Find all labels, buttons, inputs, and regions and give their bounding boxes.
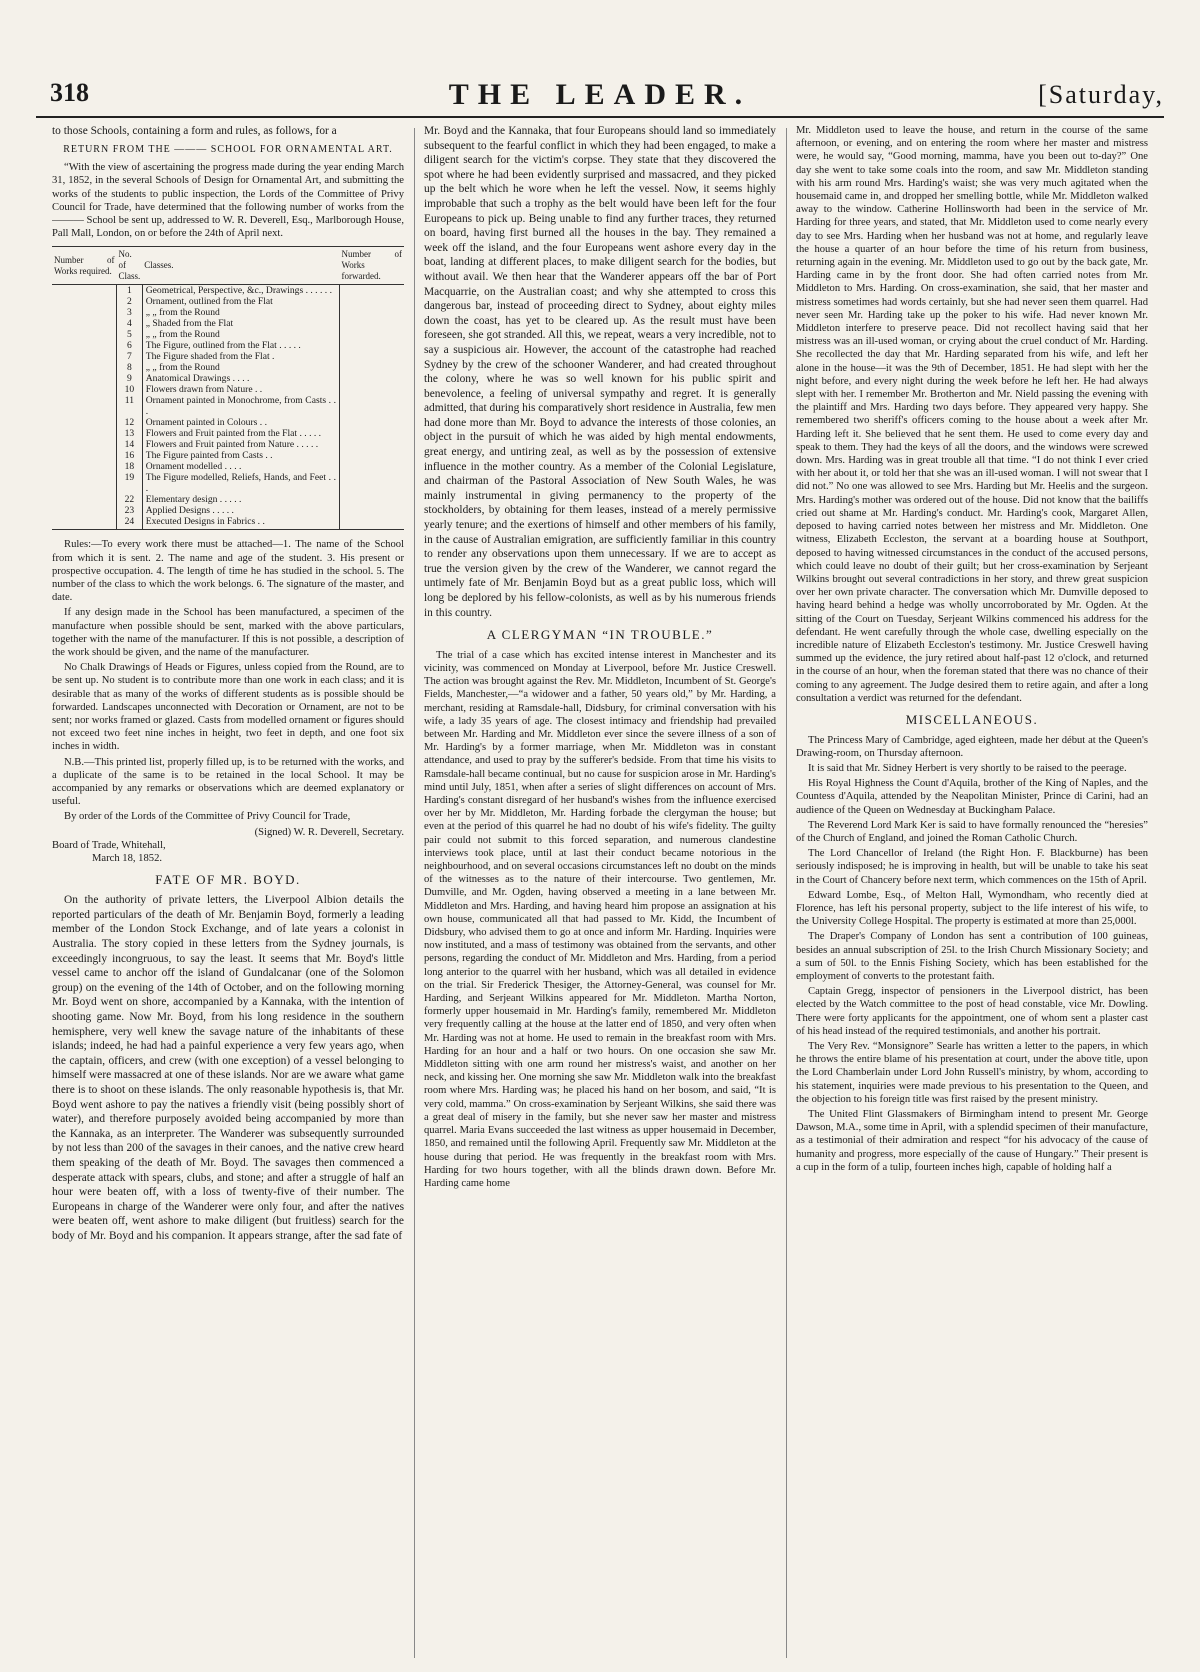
- class-name-cell: Ornament painted in Monochrome, from Casts . . .: [142, 395, 339, 417]
- works-forwarded-cell: [340, 351, 405, 362]
- class-number-cell: 8: [117, 362, 143, 373]
- table-row: [52, 505, 404, 516]
- works-forwarded-cell: [340, 285, 405, 297]
- class-number-cell: 2: [117, 296, 143, 307]
- class-number-cell: 9: [117, 373, 143, 384]
- works-forwarded-cell: [340, 384, 405, 395]
- works-required-cell: [52, 318, 117, 329]
- class-name-cell: The Figure, outlined from the Flat . . . . .: [142, 340, 339, 351]
- rules-paragraph: N.B.—This printed list, properly filled up, is to be returned with the works, and a duplicate of the same is to be retained in the local School. It may be accompanied by any remarks or observations which are deemed explanatory or useful.: [52, 756, 404, 808]
- class-number-cell: 11: [117, 395, 143, 417]
- class-number-cell: 23: [117, 505, 143, 516]
- works-required-cell: [52, 296, 117, 307]
- class-number-cell: 13: [117, 428, 143, 439]
- works-forwarded-cell: [340, 450, 405, 461]
- works-forwarded-cell: [340, 439, 405, 450]
- clergyman-text: The trial of a case which has excited intense interest in Manchester and its vicinity, was commenced on Monday at Liverpool, before Mr. Justice Creswell. The action was brought against the Rev. Mr. Middleton, Incumbent of St. George's Fields, Manchester,—“a widower and a father, 50 years old,” by Mr. Harding, a merchant, residing at Ramsdale-hall, Didsbury, for criminal conversation with his wife, a lady 35 years of age. The closest intimacy and friendship had prevailed between Mr. Harding and Mr. Middleton ever since the severe illness of a son of Mr. Harding's by a former marriage, when Mr. Middleton was in constant attendance, and used to pray by the sufferer's bedside. From that time his visits to Ramsdale-hall became continual, but no cause for suspicion arose in Mr. Harding's mind until July, 1851, when after a series of slight differences on account of Mrs. Harding's constant disregard of her husband's wishes from the influence exercised over her by Mr. Middleton, Mr. Harding forbade the clergyman the house; but even at the period of this quarrel he had no doubt of his wife's fidelity. The guilty pair could not submit to this forced separation, and numerous clandestine interviews took place, until at last their conduct became notorious in the neighbourhood, and on several occasions circumstances left no doubt on the minds of the witnesses as to the nature of their intercourse. Two gentlemen, Mr. Dumville, and Mr. Ogden, having observed a meeting in a lane between Mr. Middleton and Mrs. Harding, and having heard him propose an assignation at his own house, communicated all that had passed to Mr. Kidd, the Incumbent of Didsbury, who advised them to go at once and inform Mr. Harding. Inquiries were now instituted, and a mass of testimony was obtained from the servants, and other persons, regarding the conduct of Mr. Middleton and Mrs. Harding, from a period long anterior to the quarrel with her husband, which was all detailed in evidence on the trial. Sir Frederick Thesiger, the Attorney-General, was counsel for Mr. Harding, and Serjeant Wilkins appeared for Mr. Middleton. Martha Norton, formerly upper housemaid in Mr. Harding's family, remembered Mr. Middleton very frequently calling at the house at the latter end of 1850, and very often when Mr. Harding was not at home. He used to remain in the breakfast room with Mrs. Harding for an hour and a half or two hours. On one occasion she saw Mr. Middleton sitting with one arm round her mistress's waist, and another on her neck, and kissing her. One morning she saw Mr. Middleton walk into the breakfast room where Mrs. Harding was; he placed his hand on her bosom, and said, “It is very cold, mamma.” On cross-examination by Serjeant Wilkins, she said there was a great deal of misery in the family, but she never saw her master and mistress quarrel. Maria Evans succeeded the last witness as upper housemaid in December, 1850, and remained until the following April. Frequently saw Mr. Middleton at the house during that period. He was frequently in the breakfast room with Mrs. Harding for two hours together, with all the blinds drawn down. Before Mr. Harding came home: [424, 649, 776, 1189]
- table-row: [52, 307, 404, 318]
- table-row: [52, 351, 404, 362]
- signature-block: [52, 826, 404, 865]
- works-required-cell: [52, 384, 117, 395]
- column-divider: [414, 128, 415, 1658]
- works-forwarded-cell: [340, 318, 405, 329]
- table-row: [52, 384, 404, 395]
- table-row: [52, 296, 404, 307]
- works-forwarded-cell: [340, 362, 405, 373]
- misc-item: It is said that Mr. Sidney Herbert is very shortly to be raised to the peerage.: [808, 762, 1127, 774]
- works-forwarded-cell: [340, 428, 405, 439]
- table-row: [52, 373, 404, 384]
- class-name-cell: Flowers drawn from Nature . .: [142, 384, 339, 395]
- masthead-rule: [36, 116, 1164, 118]
- class-name-cell: Flowers and Fruit painted from the Flat . . . . .: [142, 428, 339, 439]
- works-required-cell: [52, 439, 117, 450]
- boyd-heading: FATE OF MR. BOYD.: [155, 871, 301, 887]
- misc-item: The Reverend Lord Mark Ker is said to have formally renounced the “heresies” of the Church of England, and joined the Roman Catholic Church.: [796, 819, 1148, 844]
- works-required-cell: [52, 516, 117, 530]
- works-forwarded-cell: [340, 395, 405, 417]
- class-number-cell: 12: [117, 417, 143, 428]
- boyd-continued: Mr. Boyd and the Kannaka, that four Europeans should land so immediately subsequent to the fearful conflict in which they had been engaged, to make a diligent search for the victim's corpse. They state that they discovered the spot where he had been evidently surprised and massacred, and they picked up the belt which he wore when he left the vessel. Now, it seems highly improbable that such a trophy as the belt would have been left for the four Europeans to pick up. Being unable to find any further traces, they returned on board, having first burned all the houses in the bay. They remained a week off the island, and the four Europeans went ashore every day in the boat, landing at different places, to make diligent search for the bodies, but without avail. We then hear that the Wanderer appears off the bar of Port Macquarrie, on the Australian coast; and why she attempted to cross this dangerous bar, instead of proceeding direct to Sydney, about eighty miles down the coast, has yet to be cleared up. As the result must have been foreseen, she got stranded. All this, we repeat, wears a very incredible, not to say a suspicious air. However, the account of the catastrophe had reached Sydney by the crew of the schooner Wanderer, and had created throughout the colony, where he was so well known for his public spirit and benevolence, a feeling of universal sympathy and regret. It is generally admitted, that during his comparatively short residence in Australia, few men had done more than Mr. Boyd to advance the interests of those colonies, an object in the pursuit of which he was aided by high mental endowments, great energy, and untiring zeal, as well as by the possession of extensive influence in the mother country. As a member of the Colonial Legislature, and chairman of the Pastoral Association of New South Wales, he was mainly instrumental in giving permanency to the property of the stockholders, by obtaining for them leases, instead of a merely permissive yearly tenure; and the exertions of himself and other members of his family, in the cause of Australian emigration, are sufficiently familiar in this country to render any observations upon them unnecessary. If we are to accept as true the version given by the crew of the Wanderer, we cannot regard the untimely fate of Mr. Benjamin Boyd but as a great public loss, which will long be deplored by his fellow-colonists, as well as by his numerous friends in this country.: [424, 125, 776, 619]
- notice-text: “With the view of ascertaining the progress made during the year ending March 31, 1852, in the several Schools of Design for Ornamental Art, and submitting the works of the students to public inspection, the Lords of the Committee of Privy Council for Trade, have determined that the following number of works from the ——— School be sent up, addressed to W. R. Deverell, Esq., Marlborough House, Pall Mall, London, on or before the 24th of April next.: [52, 162, 404, 240]
- works-forwarded-cell: [340, 516, 405, 530]
- works-required-cell: [52, 395, 117, 417]
- works-required-cell: [52, 505, 117, 516]
- table-row: [52, 340, 404, 351]
- works-required-cell: [52, 472, 117, 494]
- table-row: [52, 494, 404, 505]
- class-number-cell: 4: [117, 318, 143, 329]
- class-name-cell: Applied Designs . . . . .: [142, 505, 339, 516]
- class-name-cell: „ Shaded from the Flat: [142, 318, 339, 329]
- rules-paragraph: If any design made in the School has been manufactured, a specimen of the manufacture when possible should be sent, marked with the above particulars, together with the name of the manufacturer. If this is not possible, a description of the work should be given, and the name of the manufacturer.: [52, 607, 404, 659]
- works-required-cell: [52, 450, 117, 461]
- works-required-cell: [52, 329, 117, 340]
- misc-item: The United Flint Glassmakers of Birmingham intend to present Mr. George Dawson, M.A., some time in April, with a splendid specimen of their manufacture, as a testimonial of their admiration and respect “for his advocacy of the cause of humanity and progress, more especially of the cause of Hungary.” Their present is a cup in the form of a tulip, fourteen inches high, capable of holding half a: [796, 1109, 1148, 1173]
- misc-item: His Royal Highness the Count d'Aquila, brother of the King of Naples, and the Countess d'Aquila, attended by the Neapolitan Minister, Prince di Carini, had an audience of the Queen on Wednesday at Buckingham Palace.: [796, 778, 1148, 816]
- class-name-cell: The Figure painted from Casts . .: [142, 450, 339, 461]
- class-name-cell: „ „ from the Round: [142, 362, 339, 373]
- works-required-cell: [52, 373, 117, 384]
- misc-item: Edward Lombe, Esq., of Melton Hall, Wymondham, who recently died at Florence, has left his personal property, subject to the life interest of his wife, to the University College Hospital. The property is estimated at more than 25,000l.: [796, 889, 1148, 928]
- rules-paragraph: No Chalk Drawings of Heads or Figures, unless copied from the Round, are to be sent up. No student is to contribute more than one work in each class; and it is desirable that as many of the works of different students as is possible should be forwarded. Landscapes unconnected with Decoration or Ornament, are not to be sent; nor works framed or glazed. Casts from modelled ornament or figures should not exceed two feet nine inches in height, two feet in depth, and one foot six inches in width.: [52, 662, 404, 753]
- rules-paragraph: Rules:—To every work there must be attached—1. The name of the School from which it is sent. 2. The name and age of the student. 3. His present or prospective occupation. 4. The length of time he has studied in the school. 5. The number of the class to which the work belongs. 6. The signature of the master, and date.: [52, 539, 404, 604]
- class-name-cell: „ „ from the Round: [142, 329, 339, 340]
- class-name-cell: „ „ from the Round: [142, 307, 339, 318]
- class-name-cell: The Figure modelled, Reliefs, Hands, and Feet . . .: [142, 472, 339, 494]
- column-3: [796, 124, 1148, 1664]
- columns: [52, 124, 1152, 1664]
- miscellaneous-heading: MISCELLANEOUS.: [905, 711, 1039, 727]
- boyd-text: On the authority of private letters, the Liverpool Albion details the reported particulars of the death of Mr. Benjamin Boyd, formerly a leading member of the London Stock Exchange, and of late years a colonist in Australia. The story copied in these letters from the Sydney journals, is exceedingly incongruous, to say the least. It seems that Mr. Boyd's little vessel came to anchor off the island of Gundalcanar (one of the Solomon group) on the evening of the 14th of October, and on the following morning Mr. Boyd went on shore, accompanied by a Kannaka, with the intention of shooting game. Now Mr. Boyd, from his long residence in the southern hemisphere, very well knew the savage nature of the inhabitants of these islands; indeed, he had had a painful experience a very few years ago, when the captain, officers, and crew (with one exception) of a vessel belonging to himself were massacred at one of these islands. Nor are we aware what game there is to shoot on these islands. The only reasonable hypothesis is, that Mr. Boyd went ashore to pay the natives a friendly visit (being possibly short of water), and therefore purposely avoided being accompanied by more than the Kannaka, as an interpreter. The Wanderer was subsequently surrounded by not less than 200 of the savages in their canoes, and the native crew heard them speaking of the death of Mr. Boyd. The savages then commenced a desperate attack with spears, clubs, and stone; and after a struggle of half an hour were beaten off, with a loss of twenty-five of their number. The Europeans in charge of the Wanderer were only four, and after the natives were beaten off, went ashore to make diligent (but fruitless) search for the body of Mr. Boyd and his companion. It appears strange, after the sad fate of: [52, 894, 404, 1242]
- table-header: Classes.: [142, 247, 339, 285]
- table-header: Number of Works required.: [52, 247, 117, 285]
- class-number-cell: 3: [117, 307, 143, 318]
- class-name-cell: Anatomical Drawings . . . .: [142, 373, 339, 384]
- classes-table: [52, 246, 404, 530]
- works-forwarded-cell: [340, 340, 405, 351]
- class-number-cell: 16: [117, 450, 143, 461]
- class-number-cell: 22: [117, 494, 143, 505]
- works-forwarded-cell: [340, 494, 405, 505]
- works-required-cell: [52, 351, 117, 362]
- table-row: [52, 428, 404, 439]
- return-heading: RETURN FROM THE ——— SCHOOL FOR ORNAMENTAL ART.: [63, 143, 393, 155]
- works-required-cell: [52, 417, 117, 428]
- works-required-cell: [52, 285, 117, 297]
- table-row: [52, 285, 404, 297]
- works-required-cell: [52, 362, 117, 373]
- class-number-cell: 18: [117, 461, 143, 472]
- table-row: [52, 417, 404, 428]
- signed-line: (Signed) W. R. Deverell, Secretary.: [254, 826, 404, 838]
- class-number-cell: 14: [117, 439, 143, 450]
- rules-paragraph: By order of the Lords of the Committee of Privy Council for Trade,: [64, 811, 351, 823]
- clergyman-continued: Mr. Middleton used to leave the house, and return in the course of the same afternoon, or evening, and on entering the room where her master and mistress were, he would say, “Good morning, mamma, have you been out to-day?” One day she went to take some coals into the room, and saw Mr. Middleton standing with his arm round Mrs. Harding's waist; she was very much agitated when the housemaid came in, and dropped her smelling bottle, while Mr. Middleton walked away to the window. Catherine Hollinsworth had been in the service of Mr. Harding for three years, and stated, that Mr. Middleton used to come nearly every day to see Mrs. Harding when her husband was not at home, and regularly leave the house a quarter of an hour before the time of his return from business, returning again in the evening. Mr. Middleton used to go out by the back gate, Mr. Harding came in by the front door. She had often carried notes from Mr. Middleton to Mrs. Harding. On cross-examination, she said, that her master and mistress sometimes had words certainly, but she had never seen them quarrel. Had never seen Mr. Harding take up the poker to his wife. Had never known Mr. Middleton interfere to preserve peace. Did not recollect having said that her mistress was an ill-used woman, or crying about the cruel conduct of Mr. Harding. She recollected the day that Mr. Harding separated from his wife, and left her alone in the house—it was the 9th of December, 1851. He had slept with her the night before, and every night during the week before he left her. He had always slept with her. I remember Mr. Brotherton and Mr. Nield passing the evening with the plaintiff and Mrs. Harding two days before. They appeared very happy. She remembered two sheriff's officers coming to the house about a week after Mr. Harding left it. She believed that he sent them. He used to come every day and speak to them. They had the keys of all the doors, and the windows were screwed down. Mrs. Harding was in great trouble all that time. “I do not think I ever cried with her about it, or told her that she was an ill-used woman. I will not swear that I did not.” No one was allowed to see Mrs. Harding but Mr. Heelis and the surgeon. Mrs. Harding's mother was ordered out of the house. Did not know that the bailiffs cried out shame at Mr. Harding's conduct. Mr. Harding's cook, Margaret Allen, deposed to having carried notes between her mistress and Mr. Middleton. One witness, Elizabeth Eccleston, the servant at a boarding house at Southport, deposed to having witnessed circumstances in the conduct of the accused persons, which could leave no doubt of their guilt; but her cross-examination by Serjeant Wilkins brought out several contradictions in her story, and threw great suspicion over her own private character. The conversation which Mr. Dumville deposed to having heard behind a hedge was wholly uncorroborated by Mr. Ogden. At the sitting of the Court on Tuesday, Serjeant Wilkins commenced his address for the defendant. He went carefully through the whole case, dwelling especially on the incredible nature of Elizabeth Eccleston's testimony. Mr. Justice Creswell having summed up the evidence, the jury retired about half-past 12 o'clock, and returned in the course of an hour, when the foreman stated that there was no chance of their coming to any agreement. The Judge desired them to retire again, and after a long consultation a verdict was returned for the defendant.: [796, 125, 1148, 704]
- works-forwarded-cell: [340, 461, 405, 472]
- class-number-cell: 7: [117, 351, 143, 362]
- table-header: Number of Works forwarded.: [340, 247, 405, 285]
- works-forwarded-cell: [340, 505, 405, 516]
- works-required-cell: [52, 461, 117, 472]
- misc-item: The Draper's Company of London has sent a contribution of 100 guineas, besides an annual subscription of 25l. to the Irish Church Missionary Society; and a sum of 50l. to the Ennis Fishing Society, which has been established for the employment of converts to the protestant faith.: [796, 931, 1148, 982]
- class-number-cell: 24: [117, 516, 143, 530]
- table-row: [52, 362, 404, 373]
- newspaper-title: THE LEADER.: [448, 78, 752, 111]
- intro-text: to those Schools, containing a form and rules, as follows, for a: [52, 125, 337, 137]
- class-name-cell: Geometrical, Perspective, &c., Drawings . . . . . .: [142, 285, 339, 297]
- table-row: [52, 472, 404, 494]
- works-required-cell: [52, 307, 117, 318]
- works-required-cell: [52, 494, 117, 505]
- issue-day: [Saturday,: [1038, 80, 1164, 109]
- column-2: [424, 124, 776, 1664]
- class-name-cell: Ornament modelled . . . .: [142, 461, 339, 472]
- class-name-cell: Flowers and Fruit painted from Nature . . . . .: [142, 439, 339, 450]
- class-number-cell: 6: [117, 340, 143, 351]
- works-forwarded-cell: [340, 296, 405, 307]
- class-name-cell: Executed Designs in Fabrics . .: [142, 516, 339, 530]
- works-forwarded-cell: [340, 373, 405, 384]
- class-number-cell: 19: [117, 472, 143, 494]
- masthead: [36, 78, 1164, 112]
- table-row: [52, 461, 404, 472]
- clergyman-heading: A CLERGYMAN “IN TROUBLE.”: [486, 627, 714, 643]
- table-body: [52, 285, 404, 530]
- class-name-cell: Elementary design . . . . .: [142, 494, 339, 505]
- misc-item: The Princess Mary of Cambridge, aged eighteen, made her début at the Queen's Drawing-room, on Thursday afternoon.: [796, 734, 1148, 759]
- class-name-cell: Ornament, outlined from the Flat: [142, 296, 339, 307]
- table-row: [52, 318, 404, 329]
- page-number: 318: [50, 78, 89, 107]
- class-number-cell: 5: [117, 329, 143, 340]
- board-line: Board of Trade, Whitehall,: [52, 839, 166, 851]
- works-required-cell: [52, 428, 117, 439]
- class-number-cell: 1: [117, 285, 143, 297]
- class-number-cell: 10: [117, 384, 143, 395]
- column-1: [52, 124, 404, 1664]
- class-name-cell: Ornament painted in Colours . .: [142, 417, 339, 428]
- table-header: No. of Class.: [117, 247, 143, 285]
- table-row: [52, 329, 404, 340]
- works-forwarded-cell: [340, 307, 405, 318]
- column-divider: [786, 128, 787, 1658]
- misc-item: The Very Rev. “Monsignore” Searle has written a letter to the papers, in which he throws the entire blame of his presentation at court, under the above title, upon the Lord Chamberlain under Lord John Russell's ministry, by whom, according to his statement, inquiries were made previous to his presentation to the Queen, and the objection to his foreign title was first raised by the present ministry.: [796, 1041, 1148, 1105]
- works-forwarded-cell: [340, 329, 405, 340]
- table-row: [52, 439, 404, 450]
- works-required-cell: [52, 340, 117, 351]
- table-row: [52, 516, 404, 530]
- works-forwarded-cell: [340, 417, 405, 428]
- misc-item: Captain Gregg, inspector of pensioners in the Liverpool district, has been elected by the Watch committee to the post of head constable, vice Mr. Dowling. There were forty applicants for the appointment, one of whom sent a plaster cast of his head instead of the required testimonials, and another his portrait.: [796, 986, 1148, 1037]
- table-row: [52, 450, 404, 461]
- date-line: March 18, 1852.: [92, 852, 163, 864]
- class-name-cell: The Figure shaded from the Flat .: [142, 351, 339, 362]
- table-row: [52, 395, 404, 417]
- misc-item: The Lord Chancellor of Ireland (the Right Hon. F. Blackburne) has been seriously indisposed; he is improving in health, but will be unable to take his seat in the Court of Chancery before next term, which commences on the 15th of April.: [796, 848, 1148, 886]
- works-forwarded-cell: [340, 472, 405, 494]
